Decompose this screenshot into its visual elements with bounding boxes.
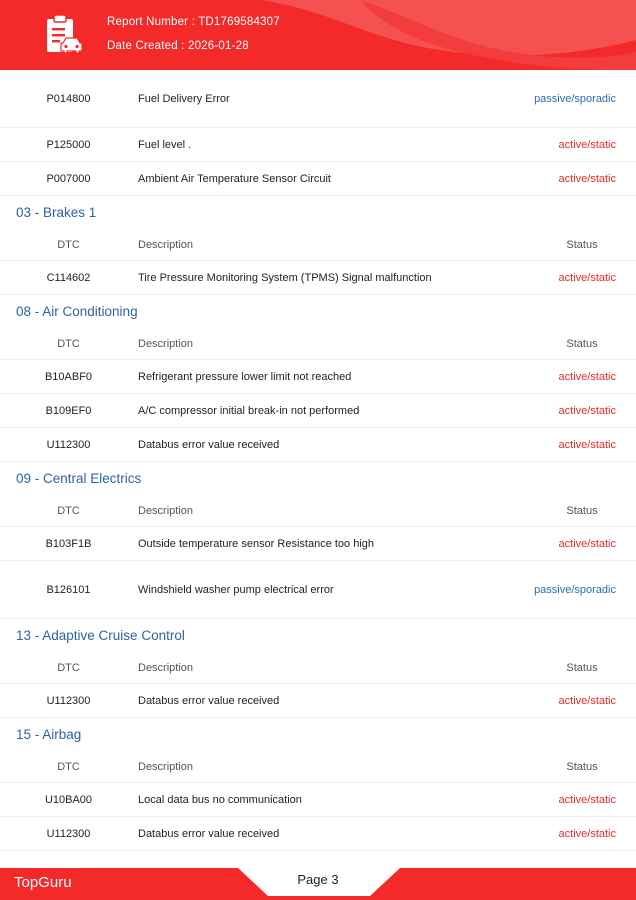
column-header-dtc: DTC [57,662,80,674]
dtc-code: C114602 [46,272,91,284]
clipboard-car-icon [44,14,84,56]
dtc-code: P007000 [46,173,91,185]
dtc-description: Outside temperature sensor Resistance too high [138,538,375,550]
dtc-code: P014800 [46,93,91,105]
date-created: Date Created : 2026-01-28 [107,40,249,52]
dtc-code: U112300 [46,695,91,707]
dtc-code: P125000 [46,139,91,151]
section-title-air-conditioning: 08 - Air Conditioning [16,304,138,319]
dtc-description: Databus error value received [138,439,280,451]
report-footer [0,864,636,900]
dtc-description: Fuel Delivery Error [138,93,230,105]
dtc-description: Ambient Air Temperature Sensor Circuit [138,173,331,185]
dtc-code: U10BA00 [44,794,93,806]
dtc-status: active/static [558,272,616,284]
dtc-code: U112300 [46,439,91,451]
dtc-code: B10ABF0 [44,371,93,383]
column-header-description: Description [138,338,194,350]
table-row [0,428,636,462]
table-row [0,527,636,561]
column-header-status: Status [566,239,598,251]
column-header-description: Description [138,761,194,773]
column-header-status: Status [566,338,598,350]
dtc-description: Local data bus no communication [138,794,302,806]
dtc-status: active/static [558,695,616,707]
report-header [0,0,636,70]
dtc-description: Databus error value received [138,828,280,840]
table-row [0,783,636,817]
dtc-status: passive/sporadic [534,584,616,596]
table-row [0,360,636,394]
table-row [0,261,636,295]
dtc-status: active/static [558,538,616,550]
table-header-row [0,328,636,360]
table-header-row [0,652,636,684]
table-row [0,817,636,851]
table-row [0,128,636,162]
column-header-status: Status [566,505,598,517]
table-row [0,684,636,718]
dtc-description: Windshield washer pump electrical error [138,584,334,596]
section-title-airbag: 15 - Airbag [16,727,82,742]
section-title-adaptive-cruise-control: 13 - Adaptive Cruise Control [16,628,185,643]
column-header-dtc: DTC [57,505,80,517]
column-header-description: Description [138,662,194,674]
dtc-status: active/static [558,794,616,806]
table-header-row [0,495,636,527]
table-header-row [0,229,636,261]
column-header-dtc: DTC [57,761,80,773]
column-header-description: Description [138,505,194,517]
dtc-description: Fuel level . [138,139,192,151]
dtc-description: Databus error value received [138,695,280,707]
dtc-status: active/static [558,139,616,151]
dtc-description: Tire Pressure Monitoring System (TPMS) Signal malfunction [138,272,432,284]
dtc-code: U112300 [46,828,91,840]
dtc-description: A/C compressor initial break-in not performed [138,405,360,417]
column-header-status: Status [566,662,598,674]
table-row [0,162,636,196]
dtc-code: B126101 [46,584,91,596]
column-header-description: Description [138,239,194,251]
section-title-central-electrics: 09 - Central Electrics [16,471,142,486]
dtc-status: active/static [558,405,616,417]
dtc-status: passive/sporadic [534,93,616,105]
section-title-brakes: 03 - Brakes 1 [16,205,97,220]
column-header-dtc: DTC [57,239,80,251]
table-row [0,561,636,619]
dtc-report-content [0,70,636,851]
dtc-status: active/static [558,173,616,185]
brand-name: TopGuru [14,874,72,891]
page-number: Page 3 [297,872,339,887]
column-header-dtc: DTC [57,338,80,350]
dtc-description: Refrigerant pressure lower limit not reached [138,371,352,383]
header-wave-decoration [0,0,636,70]
dtc-status: active/static [558,439,616,451]
table-header-row [0,751,636,783]
report-number: Report Number : TD1769584307 [107,16,280,28]
dtc-code: B109EF0 [45,405,92,417]
column-header-status: Status [566,761,598,773]
dtc-status: active/static [558,371,616,383]
dtc-status: active/static [558,828,616,840]
table-row [0,394,636,428]
table-row [0,70,636,128]
dtc-code: B103F1B [45,538,92,550]
